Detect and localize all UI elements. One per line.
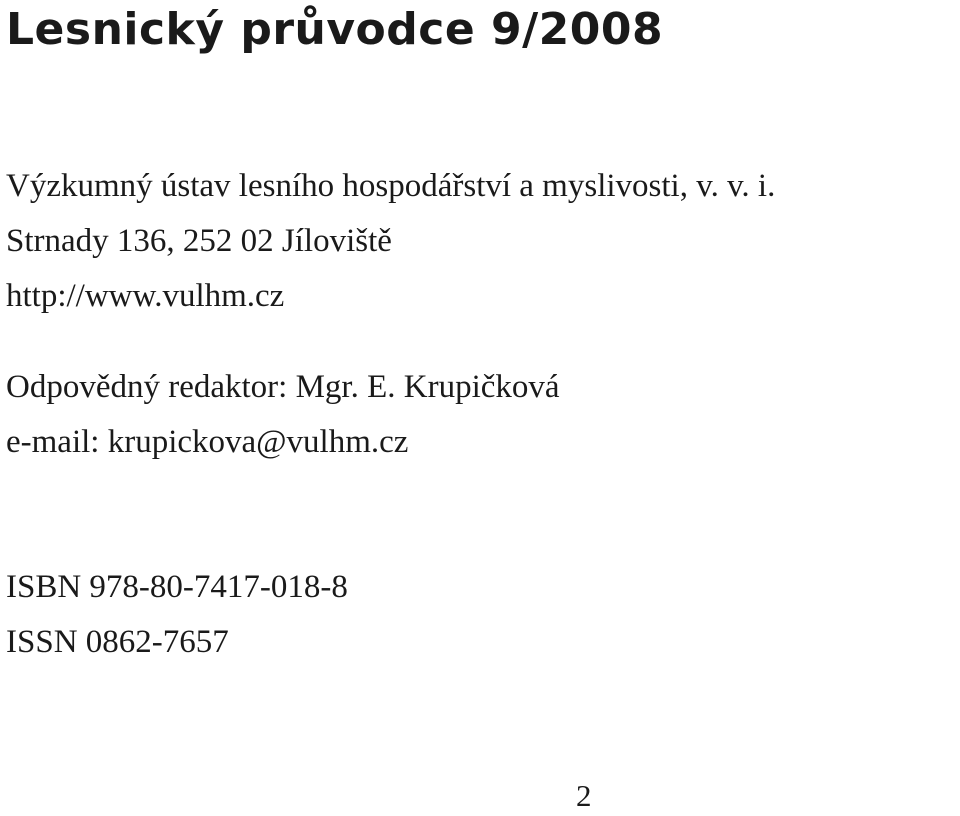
institute-website: http://www.vulhm.cz (6, 278, 285, 314)
document-title: Lesnický průvodce 9/2008 (6, 4, 664, 55)
isbn-number: ISBN 978-80-7417-018-8 (6, 569, 348, 605)
institute-address: Strnady 136, 252 02 Jíloviště (6, 223, 392, 259)
editor-email: e-mail: krupickova@vulhm.cz (6, 424, 409, 460)
institute-info (6, 159, 775, 324)
page-number: 2 (576, 778, 592, 813)
responsible-editor: Odpovědný redaktor: Mgr. E. Krupičková (6, 369, 560, 405)
publication-identifiers (6, 560, 348, 670)
editor-info (6, 360, 560, 470)
issn-number: ISSN 0862-7657 (6, 624, 229, 660)
institute-name: Výzkumný ústav lesního hospodářství a myslivosti, v. v. i. (6, 168, 776, 204)
